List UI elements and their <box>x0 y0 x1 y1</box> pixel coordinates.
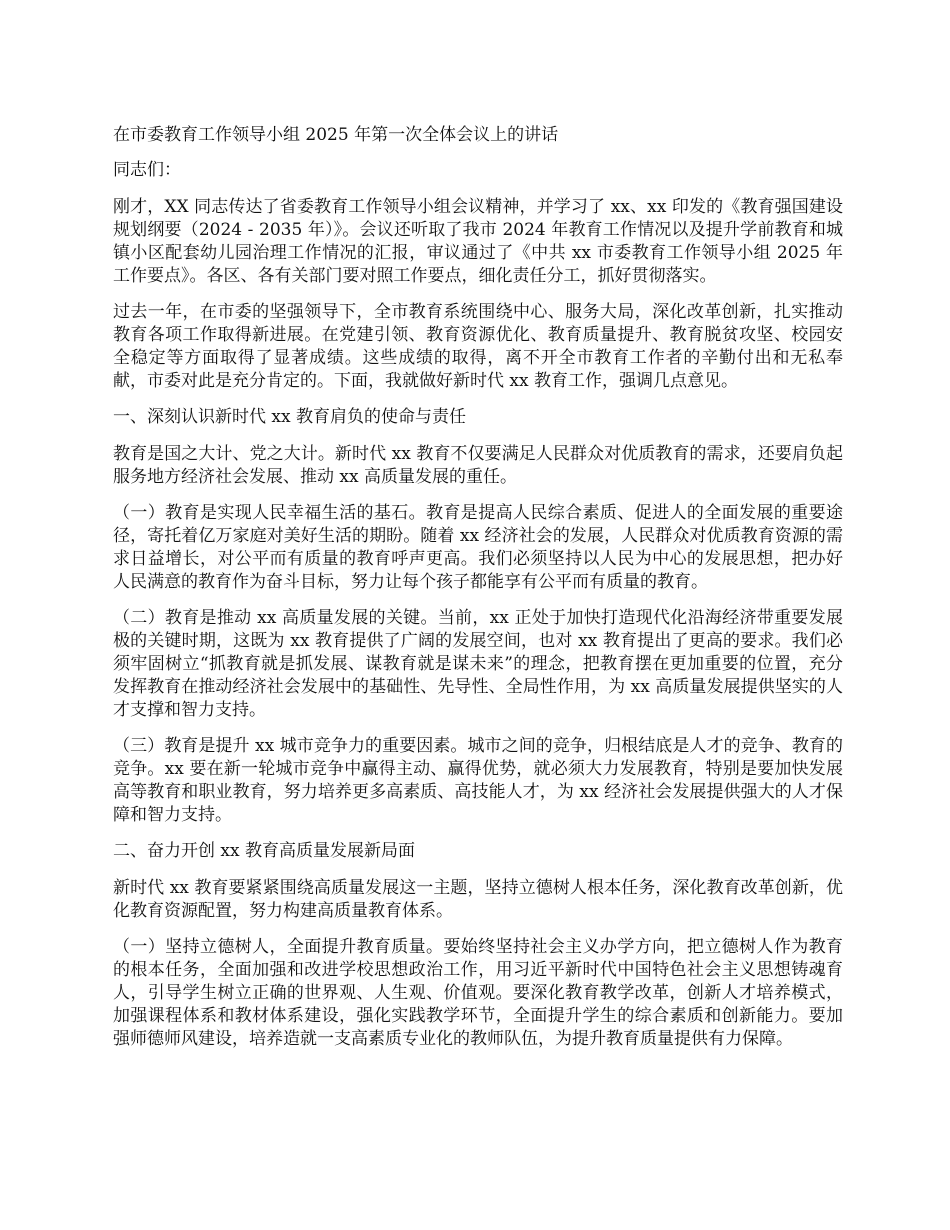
section-1-point-3: （三）教育是提升 xx 城市竞争力的重要因素。城市之间的竞争，归根结底是人才的竞争、教育的竞争。xx 要在新一轮城市竞争中赢得主动、赢得优势，就必须大力发展教育，特别是要加快发展高等教育和职业教育，努力培养更多高素质、高技能人才，为 xx 经济社会发展提供强大的人才保障和智力支持。 <box>113 736 843 825</box>
section-2-intro: 新时代 xx 教育要紧紧围绕高质量发展这一主题，坚持立德树人根本任务，深化教育改革创新，优化教育资源配置，努力构建高质量教育体系。 <box>113 878 843 921</box>
document-title: 在市委教育工作领导小组 2025 年第一次全体会议上的讲话 <box>113 125 559 145</box>
paragraph-intro-1: 刚才，XX 同志传达了省委教育工作领导小组会议精神，并学习了 xx、xx 印发的《教育强国建设规划纲要（2024 - 2035 年）》。会议还听取了我市 2024 年教育工作情况以及提升学前教育和城镇小区配套幼儿园治理工作情况的汇报，审议通过了《中共 xx 市委教育工作领导小组 2025 年工作要点》。各区、各有关部门要对照工作要点，细化责任分工，抓好贯彻落实。 <box>113 197 843 286</box>
section-1-heading: 一、深刻认识新时代 xx 教育肩负的使命与责任 <box>113 407 466 427</box>
section-1-intro: 教育是国之大计、党之大计。新时代 xx 教育不仅要满足人民群众对优质教育的需求，还要肩负起服务地方经济社会发展、推动 xx 高质量发展的重任。 <box>113 444 843 487</box>
section-1-point-1: （一）教育是实现人民幸福生活的基石。教育是提高人民综合素质、促进人的全面发展的重要途径，寄托着亿万家庭对美好生活的期盼。随着 xx 经济社会的发展，人民群众对优质教育资源的需求日益增长，对公平而有质量的教育呼声更高。我们必须坚持以人民为中心的发展思想，把办好人民满意的教育作为奋斗目标，努力让每个孩子都能享有公平而有质量的教育。 <box>113 503 843 592</box>
section-2-point-1: （一）坚持立德树人，全面提升教育质量。要始终坚持社会主义办学方向，把立德树人作为教育的根本任务，全面加强和改进学校思想政治工作，用习近平新时代中国特色社会主义思想铸魂育人，引导学生树立正确的世界观、人生观、价值观。要深化教育教学改革，创新人才培养模式，加强课程体系和教材体系建设，强化实践教学环节，全面提升学生的综合素质和创新能力。要加强师德师风建设，培养造就一支高素质专业化的教师队伍，为提升教育质量提供有力保障。 <box>113 937 843 1049</box>
salutation: 同志们： <box>113 160 181 180</box>
document-page <box>113 124 843 1064</box>
paragraph-intro-2: 过去一年，在市委的坚强领导下，全市教育系统围绕中心、服务大局，深化改革创新，扎实推动教育各项工作取得新进展。在党建引领、教育资源优化、教育质量提升、教育脱贫攻坚、校园安全稳定等方面取得了显著成绩。这些成绩的取得，离不开全市教育工作者的辛勤付出和无私奉献，市委对此是充分肯定的。下面，我就做好新时代 xx 教育工作，强调几点意见。 <box>113 302 843 391</box>
section-1-point-2: （二）教育是推动 xx 高质量发展的关键。当前，xx 正处于加快打造现代化沿海经济带重要发展极的关键时期，这既为 xx 教育提供了广阔的发展空间，也对 xx 教育提出了更高的要求。我们必须牢固树立“抓教育就是抓发展、谋教育就是谋未来”的理念，把教育摆在更加重要的位置，充分发挥教育在推动经济社会发展中的基础性、先导性、全局性作用，为 xx 高质量发展提供坚实的人才支撑和智力支持。 <box>113 608 843 720</box>
section-2-heading: 二、奋力开创 xx 教育高质量发展新局面 <box>113 841 415 861</box>
